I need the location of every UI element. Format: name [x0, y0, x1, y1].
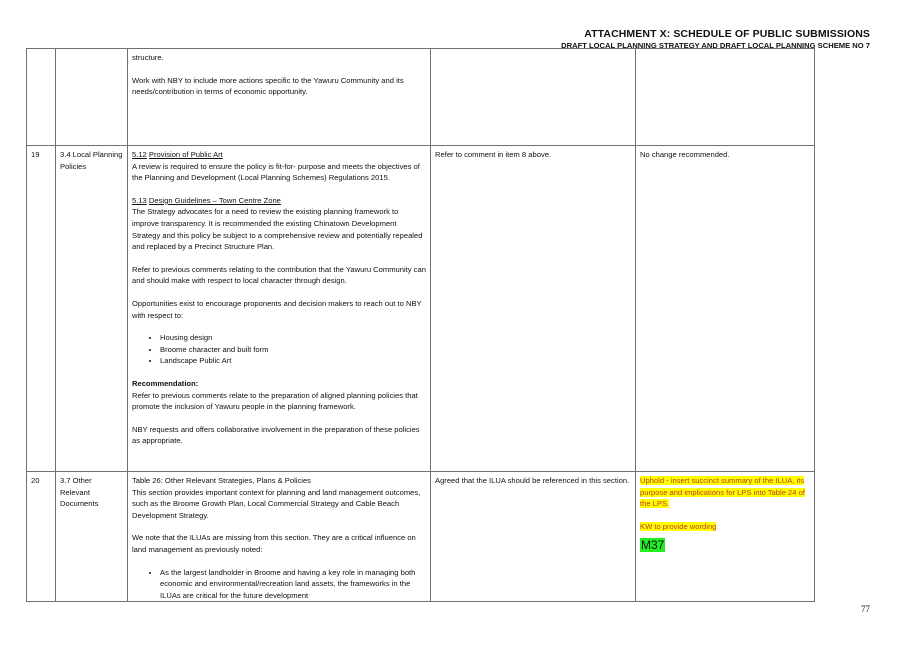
recommendation-label: Recommendation:: [132, 378, 199, 388]
header-title: ATTACHMENT X: SCHEDULE OF PUBLIC SUBMISSIONS: [584, 28, 870, 40]
section-heading-5-13: [132, 195, 426, 207]
highlighted-recommendation: Uphold - insert succinct summary of the ILUA, its purpose and implications for LPS into Table 24 of the LPS.: [640, 476, 805, 509]
section-title: Provision of Public Art: [148, 150, 223, 159]
list-item: • Landscape Public Art: [160, 355, 426, 367]
submission-title: Table 26: Other Relevant Strategies, Plans & Policies: [132, 476, 311, 485]
row-number-cell: 19: [27, 146, 56, 472]
list-item: • Housing design: [160, 332, 426, 344]
row-number-cell: [27, 49, 56, 146]
submission-paragraph: NBY requests and offers collaborative involvement in the preparation of these policies as appropriate.: [132, 424, 420, 446]
table-row: [27, 146, 815, 472]
page-number: 77: [861, 604, 870, 614]
submission-paragraph: structure.: [132, 53, 164, 62]
submission-cell: [128, 472, 431, 602]
section-cell: 3.4 Local Planning Policies: [56, 146, 128, 472]
submission-paragraph: Work with NBY to include more actions specific to the Yawuru Community and its needs/contribution in terms of economic opportunity.: [132, 75, 404, 97]
response-cell: [431, 49, 636, 146]
row-number-cell: 20: [27, 472, 56, 602]
bullet-list: [132, 332, 426, 367]
bullet-list: [132, 567, 426, 602]
section-number: 5.12: [132, 150, 147, 159]
submission-paragraph: A review is required to ensure the policy is fit-for- purpose and meets the objectives of the Planning and Development (Local Planning Schemes) Regulations 2015.: [132, 161, 420, 183]
section-cell: [56, 49, 128, 146]
table-row: [27, 49, 815, 146]
submission-cell: [128, 49, 431, 146]
recommendation-cell: [636, 472, 815, 602]
recommendation-cell: [636, 49, 815, 146]
section-heading-5-12: [132, 149, 426, 161]
header-subtitle: DRAFT LOCAL PLANNING STRATEGY AND DRAFT LOCAL PLANNING SCHEME NO 7: [561, 41, 870, 50]
list-item: • As the largest landholder in Broome and having a key role in managing both economic and environmental/recreation land assets, the frameworks in the ILUAs are critical for the future development: [160, 567, 426, 602]
list-item: • Broome character and built form: [160, 344, 426, 356]
submission-paragraph: Refer to previous comments relate to the preparation of aligned planning policies that promote the inclusion of Yawuru people in the planning framework.: [132, 390, 418, 412]
submission-paragraph: We note that the ILUAs are missing from this section. They are a critical influence on land management as previously noted:: [132, 533, 416, 554]
highlighted-note: KW to provide wording: [640, 521, 717, 531]
section-number: 5.13: [132, 195, 147, 205]
reference-code-badge: M37: [641, 538, 665, 553]
submission-cell: [128, 146, 431, 472]
table-row: [27, 472, 815, 602]
submission-paragraph: The Strategy advocates for a need to review the existing planning framework to improve transparency. It is recommended the existing Chinatown Development Strategy and this policy be subject to a comprehensive review and potentially repealed and replaced by a Precinct Structure Plan.: [132, 207, 423, 252]
submissions-table: [26, 48, 815, 602]
submission-paragraph: Refer to previous comments relating to the contribution that the Yawuru Community can and should make with respect to local character through design.: [132, 264, 426, 286]
submission-paragraph: Opportunities exist to encourage proponents and decision makers to reach out to NBY with respect to:: [132, 298, 422, 320]
recommendation-cell: No change recommended.: [636, 146, 815, 472]
response-cell: Refer to comment in item 8 above.: [431, 146, 636, 472]
section-title: Design Guidelines – Town Centre Zone: [148, 195, 281, 205]
section-cell: 3.7 Other Relevant Documents: [56, 472, 128, 602]
response-cell: Agreed that the ILUA should be referenced in this section.: [431, 472, 636, 602]
submission-paragraph: This section provides important context for planning and land management outcomes, such as the Broome Growth Plan, Local Commercial Strategy and Cable Beach Development Strategy.: [132, 487, 421, 520]
